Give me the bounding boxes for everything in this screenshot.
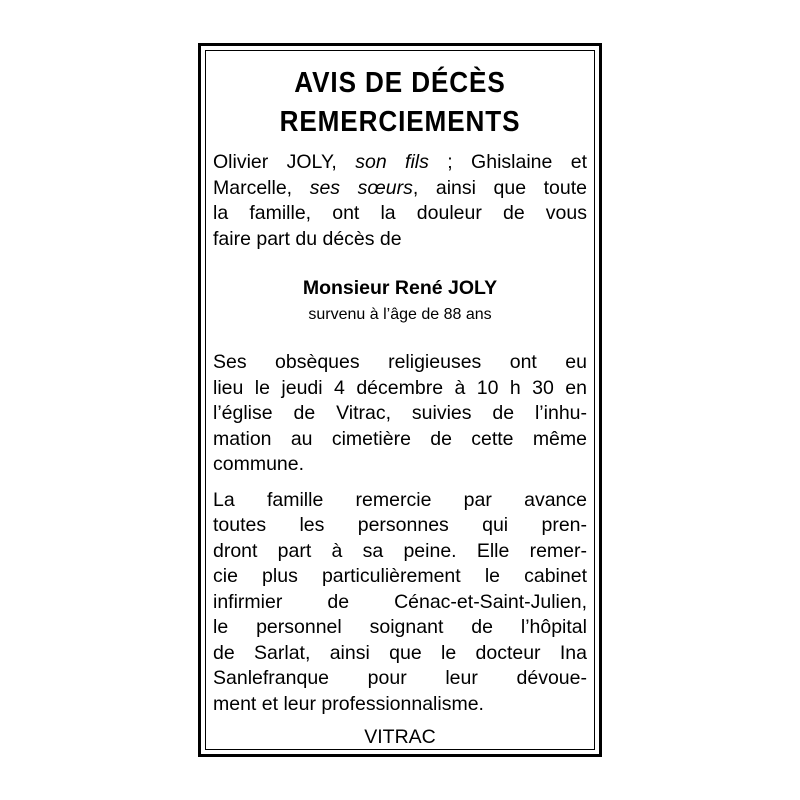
title-line-1: AVIS DE DÉCÈS <box>294 67 506 99</box>
death-notice-frame <box>198 43 602 757</box>
place-name: VITRAC <box>364 726 436 748</box>
title-line-2: REMERCIEMENTS <box>279 106 521 138</box>
intro-paragraph <box>213 150 587 252</box>
thanks-line: dront part à sa peine. Elle remer- <box>213 539 587 562</box>
funeral-line: mation au cimetière de cette même <box>213 427 587 450</box>
intro-relation: ses sœurs <box>309 176 413 199</box>
intro-relation: son fils <box>355 151 429 173</box>
intro-text: Olivier JOLY, <box>213 151 356 173</box>
funeral-line: commune. <box>213 453 305 475</box>
intro-text: Marcelle, <box>213 176 310 199</box>
thanks-line: le personnel soignant de l’hôpital <box>213 616 587 638</box>
intro-line <box>213 150 587 176</box>
intro-line: faire part du décès de <box>213 227 402 250</box>
funeral-line: l’église de Vitrac, suivies de l’inhu- <box>213 402 587 424</box>
funeral-paragraph <box>213 350 587 478</box>
deceased-name: Monsieur René JOLY <box>302 277 498 299</box>
funeral-line: lieu le jeudi 4 décembre à 10 h 30 en <box>213 376 587 399</box>
notice-title <box>232 64 569 142</box>
thanks-paragraph <box>213 488 587 718</box>
thanks-line: ment et leur professionnalisme. <box>213 692 484 715</box>
thanks-line: La famille remercie par avance <box>213 488 587 511</box>
death-notice-content <box>213 64 587 749</box>
funeral-line: Ses obsèques religieuses ont eu <box>213 351 587 373</box>
thanks-line: cie plus particulièrement le cabinet <box>213 565 587 587</box>
intro-line <box>213 176 587 202</box>
thanks-line: infirmier de Cénac-et-Saint-Julien, <box>213 590 587 613</box>
thanks-line: Sanlefranque pour leur dévoue- <box>213 667 587 689</box>
intro-text: , ainsi que toute <box>412 176 587 199</box>
intro-text: ; Ghislaine et <box>428 151 587 173</box>
thanks-line: toutes les personnes qui pren- <box>213 514 587 536</box>
deceased-age: survenu à l’âge de 88 ans <box>308 306 492 323</box>
thanks-line: de Sarlat, ainsi que le docteur Ina <box>213 641 587 664</box>
intro-line: la famille, ont la douleur de vous <box>213 202 587 224</box>
